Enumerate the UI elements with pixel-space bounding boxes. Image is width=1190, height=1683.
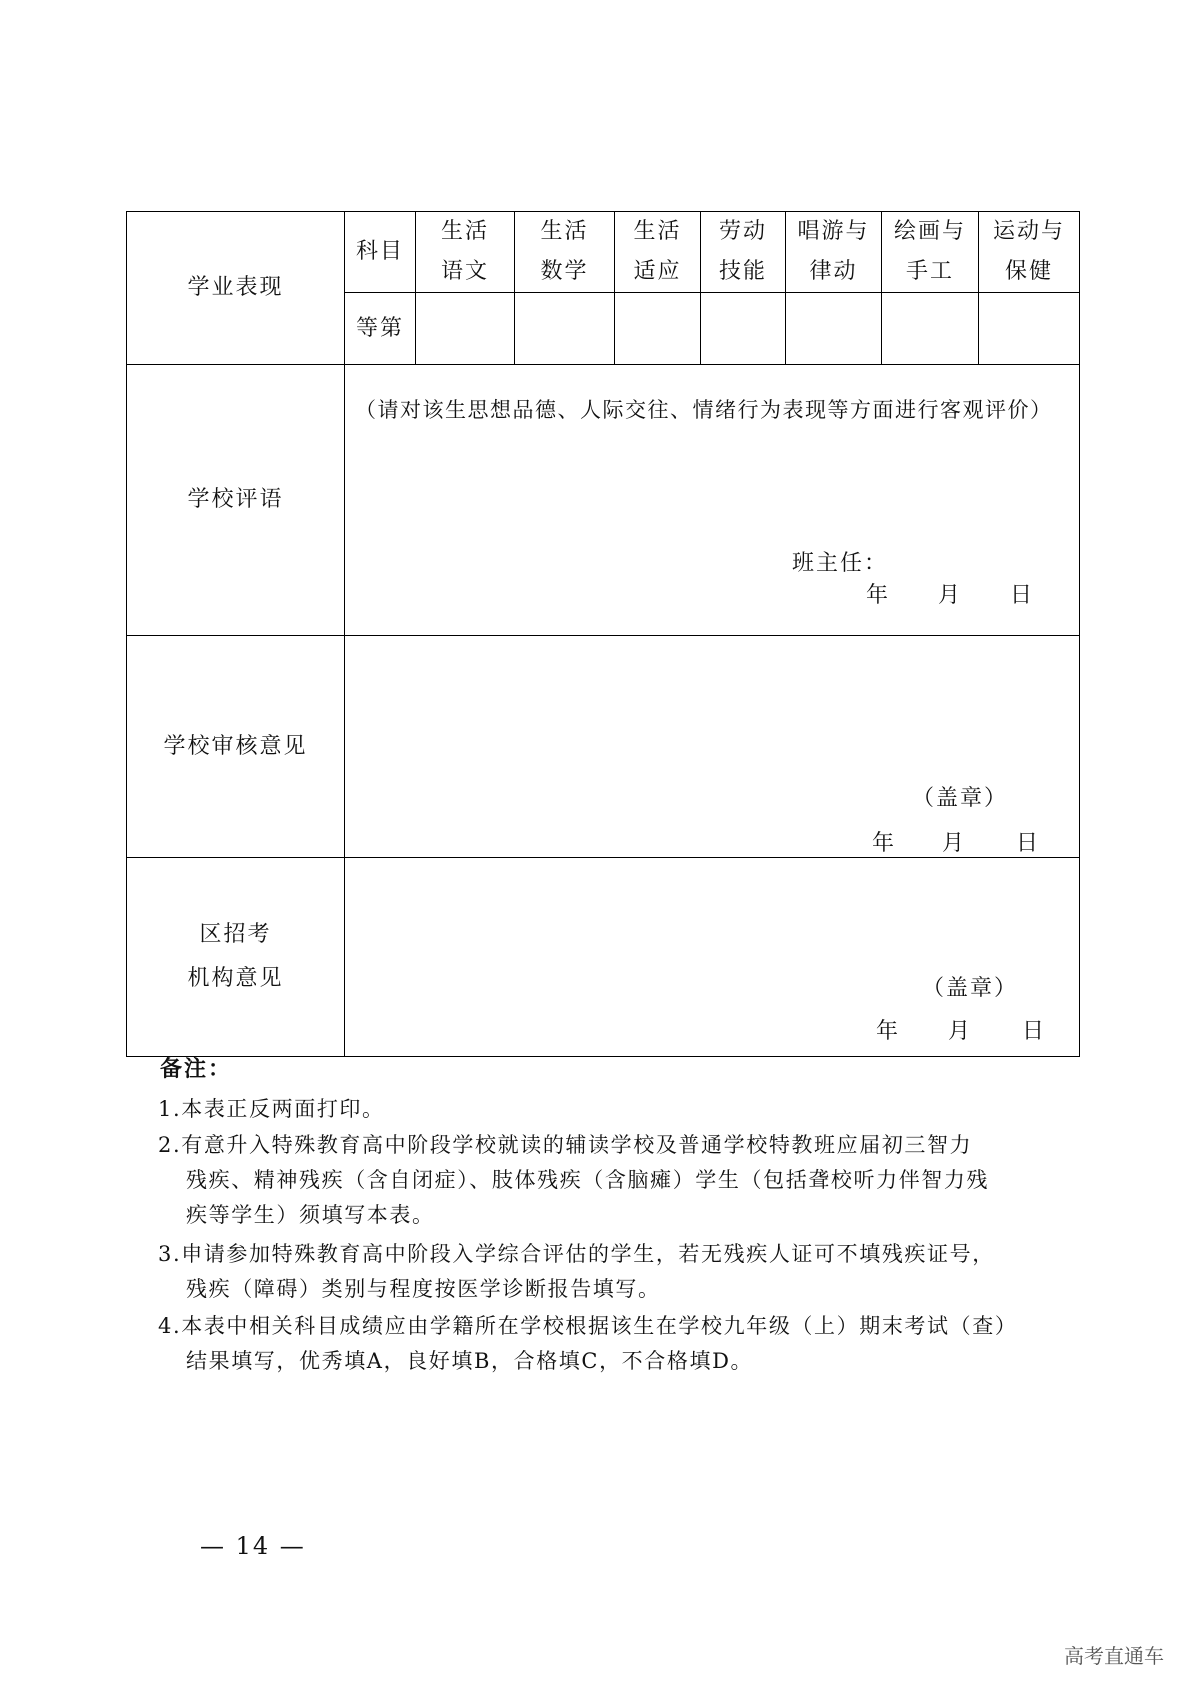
page-number: — 14 — bbox=[200, 1532, 306, 1560]
comment-date-year: 年 bbox=[866, 583, 891, 608]
district-date-year: 年 bbox=[876, 1019, 901, 1044]
note-item: 1.本表正反两面打印。 bbox=[158, 1097, 385, 1121]
table-border-bottom bbox=[126, 1056, 1080, 1057]
comment-date-day: 日 bbox=[1010, 583, 1035, 608]
review-date-year: 年 bbox=[872, 831, 897, 856]
district-seal-label: （盖章） bbox=[922, 976, 1019, 1001]
subject-cell: 绘画与 手工 bbox=[893, 219, 966, 284]
comment-date-month: 月 bbox=[938, 583, 963, 608]
subject-cell: 生活 语文 bbox=[440, 219, 489, 284]
school-comment-label: 学校评语 bbox=[187, 487, 284, 512]
notes-title: 备注： bbox=[160, 1056, 233, 1082]
subject-cell: 唱游与 律动 bbox=[797, 219, 870, 284]
subject-cell: 生活 数学 bbox=[540, 219, 589, 284]
subject-cell: 劳动 技能 bbox=[718, 219, 767, 284]
review-date-month: 月 bbox=[942, 831, 967, 856]
table-border-right bbox=[1079, 211, 1080, 1057]
district-opinion-label: 区招考 机构意见 bbox=[187, 922, 284, 991]
note-item: 3.申请参加特殊教育高中阶段入学综合评估的学生，若无残疾人证可不填残疾证号， 残疾（障碍）类别与程度按医学诊断报告填写。 bbox=[158, 1242, 995, 1301]
teacher-signature-label: 班主任： bbox=[792, 551, 889, 576]
review-date-day: 日 bbox=[1016, 831, 1041, 856]
grade-header: 等第 bbox=[355, 315, 404, 341]
district-date-day: 日 bbox=[1022, 1019, 1047, 1044]
district-date-month: 月 bbox=[948, 1019, 973, 1044]
review-seal-label: （盖章） bbox=[912, 786, 1009, 811]
subject-cell: 生活 适应 bbox=[633, 219, 682, 284]
academic-label: 学业表现 bbox=[187, 275, 284, 300]
subject-header: 科目 bbox=[355, 239, 404, 264]
subject-grade-divider bbox=[344, 292, 1080, 293]
watermark: 高考直通车 bbox=[1064, 1644, 1164, 1668]
note-item: 2.有意升入特殊教育高中阶段学校就读的辅读学校及普通学校特教班应届初三智力 残疾、精神残疾（含自闭症）、肢体残疾（含脑瘫）学生（包括聋校听力伴智力残 疾等学生）须填写本表。 bbox=[158, 1133, 990, 1227]
note-item: 4.本表中相关科目成绩应由学籍所在学校根据该生在学校九年级（上）期末考试（查） 结果填写，优秀填A，良好填B，合格填C，不合格填D。 bbox=[158, 1314, 1018, 1373]
comment-hint: （请对该生思想品德、人际交往、情绪行为表现等方面进行客观评价） bbox=[355, 398, 1053, 422]
school-review-label: 学校审核意见 bbox=[163, 733, 308, 759]
subject-cell: 运动与 保健 bbox=[992, 219, 1065, 284]
